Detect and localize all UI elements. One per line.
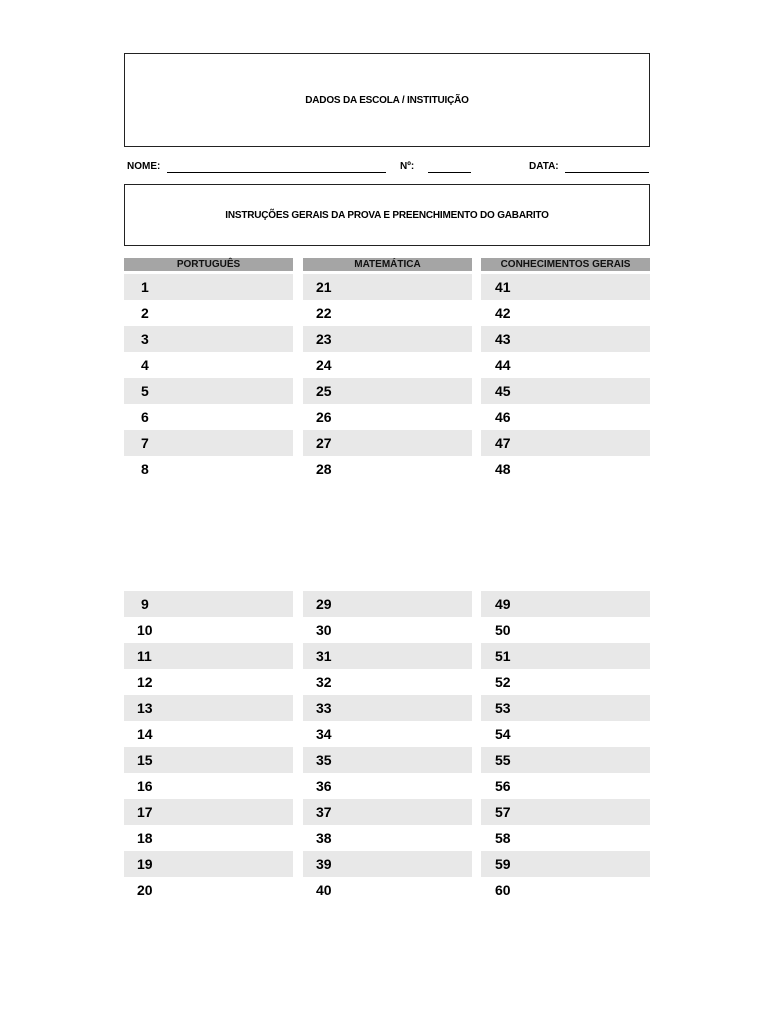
question-row[interactable]: 6: [141, 409, 149, 425]
question-row[interactable]: 40: [316, 882, 332, 898]
question-row[interactable]: 5: [124, 378, 293, 404]
question-row[interactable]: 50: [495, 622, 511, 638]
question-row[interactable]: 31: [303, 643, 472, 669]
question-row[interactable]: 18: [137, 830, 153, 846]
question-row[interactable]: 10: [137, 622, 153, 638]
question-row[interactable]: 45: [481, 378, 650, 404]
question-row[interactable]: 1: [124, 274, 293, 300]
question-row[interactable]: 36: [316, 778, 332, 794]
question-row[interactable]: 28: [316, 461, 332, 477]
question-row[interactable]: 46: [495, 409, 511, 425]
number-field[interactable]: [428, 172, 471, 173]
question-row[interactable]: 54: [495, 726, 511, 742]
school-info-box: [124, 53, 650, 147]
question-row[interactable]: 22: [316, 305, 332, 321]
question-row[interactable]: 60: [495, 882, 511, 898]
question-row[interactable]: 13: [124, 695, 293, 721]
number-label: Nº:: [400, 161, 415, 172]
question-row[interactable]: 8: [141, 461, 149, 477]
question-row[interactable]: 4: [141, 357, 149, 373]
question-row[interactable]: 47: [481, 430, 650, 456]
question-row[interactable]: 48: [495, 461, 511, 477]
question-row[interactable]: 9: [124, 591, 293, 617]
question-row[interactable]: 52: [495, 674, 511, 690]
date-label: DATA:: [529, 161, 559, 172]
question-row[interactable]: 26: [316, 409, 332, 425]
date-field[interactable]: [565, 172, 649, 173]
column-header-conhecimentos-gerais: CONHECIMENTOS GERAIS: [481, 258, 650, 271]
question-row[interactable]: 17: [124, 799, 293, 825]
question-row[interactable]: 49: [481, 591, 650, 617]
question-row[interactable]: 15: [124, 747, 293, 773]
instructions-label: INSTRUÇÕES GERAIS DA PROVA E PREENCHIMENTO DO GABARITO: [225, 209, 549, 221]
question-row[interactable]: 53: [481, 695, 650, 721]
question-row[interactable]: 55: [481, 747, 650, 773]
instructions-box: [124, 184, 650, 246]
question-row[interactable]: 14: [137, 726, 153, 742]
question-row[interactable]: 20: [137, 882, 153, 898]
question-row[interactable]: 21: [303, 274, 472, 300]
question-row[interactable]: 42: [495, 305, 511, 321]
question-row[interactable]: 35: [303, 747, 472, 773]
question-row[interactable]: 41: [481, 274, 650, 300]
question-row[interactable]: 58: [495, 830, 511, 846]
question-row[interactable]: 3: [124, 326, 293, 352]
question-row[interactable]: 32: [316, 674, 332, 690]
question-row[interactable]: 11: [124, 643, 293, 669]
question-row[interactable]: 19: [124, 851, 293, 877]
question-row[interactable]: 37: [303, 799, 472, 825]
question-row[interactable]: 59: [481, 851, 650, 877]
question-row[interactable]: 29: [303, 591, 472, 617]
name-label: NOME:: [127, 161, 161, 172]
question-row[interactable]: 2: [141, 305, 149, 321]
question-row[interactable]: 34: [316, 726, 332, 742]
question-row[interactable]: 12: [137, 674, 153, 690]
question-row[interactable]: 27: [303, 430, 472, 456]
question-row[interactable]: 16: [137, 778, 153, 794]
question-row[interactable]: 44: [495, 357, 511, 373]
question-row[interactable]: 56: [495, 778, 511, 794]
question-row[interactable]: 43: [481, 326, 650, 352]
question-row[interactable]: 25: [303, 378, 472, 404]
question-row[interactable]: 33: [303, 695, 472, 721]
column-header-matematica: MATEMÁTICA: [303, 258, 472, 271]
question-row[interactable]: 57: [481, 799, 650, 825]
question-row[interactable]: 30: [316, 622, 332, 638]
school-info-label: DADOS DA ESCOLA / INSTITUIÇÃO: [305, 94, 469, 106]
question-row[interactable]: 24: [316, 357, 332, 373]
column-header-portugues: PORTUGUÊS: [124, 258, 293, 271]
question-row[interactable]: 38: [316, 830, 332, 846]
student-info-row: [124, 159, 650, 175]
name-field[interactable]: [167, 172, 386, 173]
question-row[interactable]: 39: [303, 851, 472, 877]
question-row[interactable]: 23: [303, 326, 472, 352]
question-row[interactable]: 51: [481, 643, 650, 669]
question-row[interactable]: 7: [124, 430, 293, 456]
